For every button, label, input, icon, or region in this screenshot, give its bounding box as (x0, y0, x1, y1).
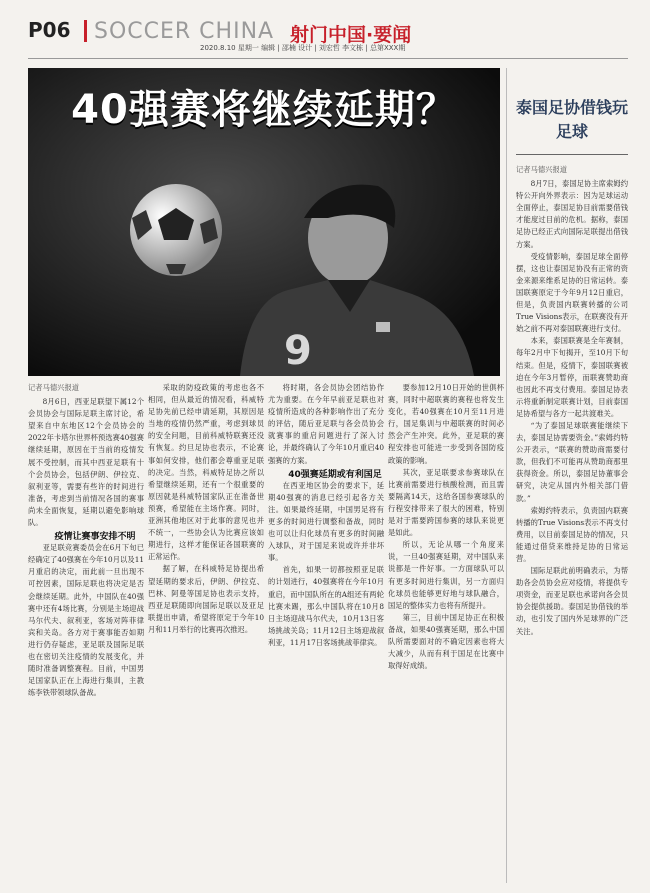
masthead (28, 16, 498, 52)
paragraph: 据了解，在科威特足协提出希望延期的要求后，伊朗、伊拉克、巴林、阿曼等国足协也表示支持，西亚足联随即向国际足联以及亚足联提出申请，希望将原定于今年10月和11月举行的比赛再次推迟。 (148, 564, 264, 634)
issue-meta: 2020.8.10 星期一 编辑 | 邵楠 设计 | 刘宏哲 李文栋 | 总第XXX期 (200, 44, 406, 52)
sidebar-header (516, 96, 628, 163)
paragraph: 采取的防疫政策的考虑也各不相同，但从最近的情况看，科威特足协先前已经申请延期，其原因是当地的疫情仍然严重，考虑到球员的安全问题，目前科威特联赛还没有恢复。约旦足协也表示，不论赛事如何安排，他们都会尊重亚足联的决定。当然，科威特足协之所以希望继续延期，还有一个很重要的原因就是科威特国家队正在准备世预赛，希望能在主场作赛。同时，亚洲其他地区对于此事的意见也并不统一，一些协会认为比赛应该如期进行，这样才能保证各国联赛的正常运作。 (148, 383, 264, 562)
headline: 40强赛将继续延期？ (71, 87, 457, 133)
svg-text:9: 9 (284, 328, 312, 374)
soccer-ball-icon (130, 184, 222, 276)
jersey-number (284, 328, 312, 374)
masthead-rule (28, 58, 628, 59)
paragraph: 国际足联此前明确表示，为帮助各会员协会应对疫情，将提供专项资金，而亚足联也承诺向各会员协会提供援助。泰国足协借钱的举动，也引发了国内外足球界的广泛关注。 (516, 566, 628, 636)
article-column-4 (388, 382, 504, 882)
paragraph: 受疫情影响，泰国足球全面停摆，这也让泰国足协没有正常的资金来源来维系足协的日常运转。泰国联赛原定于今年9月12日重启，但是，负责国内联赛转播的公司True Visions表示，在联赛没有开始之前不再对泰国联赛进行支付。 (516, 251, 628, 334)
byline: 记者马德兴报道 (28, 383, 80, 392)
paragraph: 将时期，各会员协会团结协作尤为重要。在今年早前亚足联也对疫情所造成的各种影响作出了充分的评估，随后亚足联与各会员协会就赛事的重启问题进行了深入讨论，并最终确认了今年10月重启40强赛的方案。 (268, 383, 384, 465)
paragraph: 8月6日，西亚足联望下属12个会员协会与国际足联主席讨论，希望来自中东地区12个会员协会的2022年卡塔尔世界杯预选赛40强赛继续延期，原因在于当前的疫情发展不受控制，而其中西亚足联有十个会员协会，包括伊朗、伊拉克、叙利亚等，需要有些许的时间进行准备，考虑到当前情况各国的赛事尚未全面恢复，延期以避免影响球队。 (28, 397, 144, 528)
paragraph: 所以，无论从哪一个角度来说，一旦40强赛延期，对中国队来说都是一件好事。一方面球队可以有更多时间进行集训，另一方面归化球员也能够更好地与球队融合，国足的整体实力也将有所提升。 (388, 540, 504, 610)
paragraph: 首先，如果一切都按照亚足联的计划进行，40强赛将在今年10月重启，而中国队所在的A组还有两轮比赛未踢，那么中国队将在10月8日主场迎战马尔代夫，10月13日客场挑战关岛；11月12日主场迎战叙利亚，11月17日客场挑战菲律宾。 (268, 565, 384, 647)
paragraph: 第三，目前中国足协正在积极备战，如果40强赛延期，那么中国队所需要面对的不确定因素也将大大减少，从而有利于国足在比赛中取得好成绩。 (388, 612, 504, 671)
article-column-3 (268, 382, 384, 882)
column-divider (506, 68, 507, 883)
section-title: SOCCER CHINA (94, 19, 275, 44)
subheading: 40强赛延期或有利国足 (288, 469, 382, 480)
paragraph: 在西亚地区协会的要求下，延期40强赛的消息已经引起各方关注。如果最终延期，中国男足将有更多的时间进行调整和备战，同时也可以让归化球员有更多的时间融入球队，对于国足来说或许并非坏事。 (268, 480, 384, 563)
hero-photo (28, 68, 500, 376)
sidebar-article (516, 164, 628, 884)
paragraph: 本来，泰国联赛是全年赛制，每年2月中下旬揭开，至10月下旬结束。但是，疫情下，泰国联赛被迫在今年3月暂停，而联赛赞助商也因此不再支付费用。泰国足协表示将重新制定联赛计划，目前泰国足协希望与各方一起共渡难关。 (516, 336, 628, 418)
paragraph: 其次，亚足联要求参赛球队在比赛前需要进行核酸检测，而且需要隔离14天，这给各国参赛球队的行程安排带来了很大的困难，特别是对于需要跨国参赛的球队来说更是如此。 (388, 467, 504, 538)
paragraph: 亚足联竞赛委员会在6月下旬已经确定了40强赛在今年10月以及11月重启的决定，而此前一旦出现不可控因素，国际足联也将决定是否会继续延期。此外，中国队在40强赛中还有4场比赛，分别是主场迎战马尔代夫、叙利亚，客场对阵菲律宾和关岛。各方对于赛事能否如期进行仍存疑虑，亚足联及国际足联也在密切关注疫情的发展变化，并随时准备调整赛程。目前，中国男足国家队正在上海进行集训，主教练李铁带领球队备战。 (28, 543, 144, 698)
paragraph: 索姆约特表示，负责国内联赛转播的True Visions表示不再支付费用，以目前泰国足协的情况，只能通过借贷来维持足协的日常运营。 (516, 505, 628, 563)
masthead-divider (84, 20, 87, 42)
article-column-1 (28, 382, 144, 882)
sidebar-byline: 记者马德兴报道 (516, 165, 568, 174)
page-number: P06 (28, 18, 71, 42)
column-title: 射门中国·要闻 (290, 24, 412, 46)
subheading: 疫情让赛事安排不明 (54, 532, 136, 543)
paragraph: 8月7日，泰国足协主席索姆约特公开向外界表示：因为足球运动全面停止，泰国足协目前需要借钱才能度过目前的危机。据称，泰国足协已经正式向国际足联提出借钱方案。 (516, 179, 628, 249)
paragraph: 要参加12月10日开始的世俱杯赛，同时中超联赛的赛程也将发生变化，若40强赛在10月至11月进行，国足集训与中超联赛的时间必然会产生冲突。此外，亚足联的赛程安排也可能进一步受到各国防疫政策的影响。 (388, 383, 504, 465)
paragraph: “为了泰国足球联赛能继续下去，泰国足协需要资金。”索姆约特公开表示，“联赛的赞助商需要付款，但我们不可能再从赞助商那里获得资金。所以，泰国足协董事会研究，决定从国内外相关部门借款。” (516, 420, 628, 503)
sidebar-rule (516, 154, 628, 155)
sidebar-title: 泰国足协借钱玩足球 (516, 98, 629, 141)
article-column-2 (148, 382, 264, 882)
